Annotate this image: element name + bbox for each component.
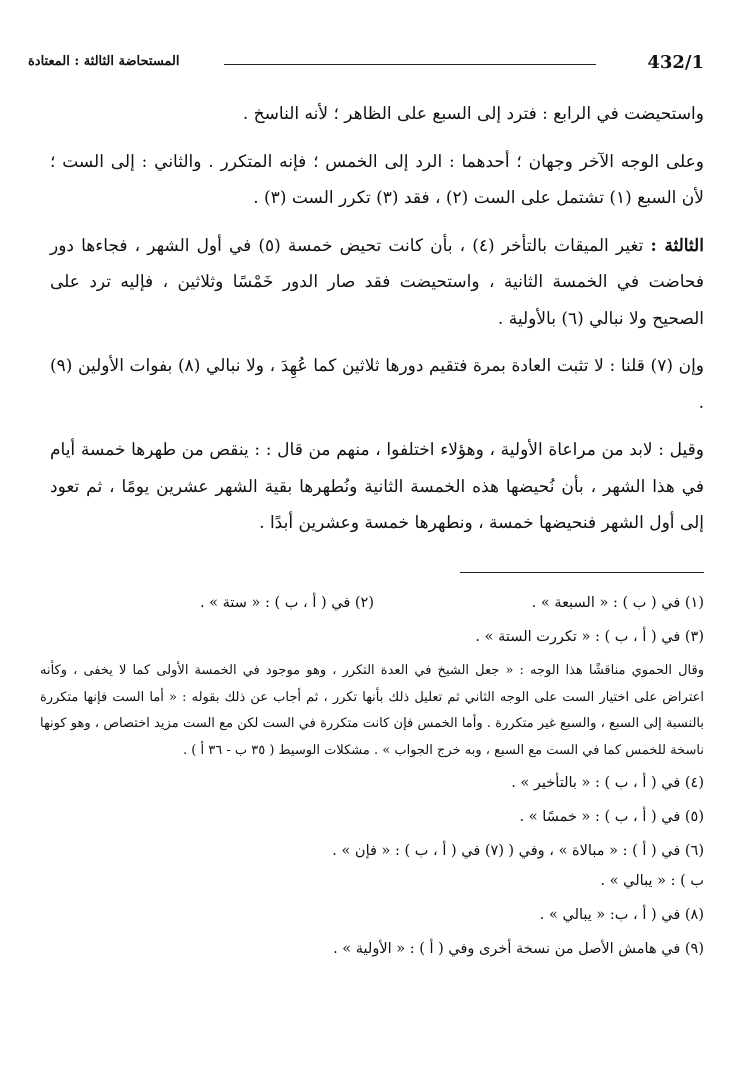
paragraph-1: واستحيضت في الرابع : فترد إلى السبع على الظاهر ؛ لأنه الناسخ . (242, 104, 704, 124)
footnote-3: (٣) في ( أ ، ب ) : « تكررت الستة » . (475, 629, 704, 645)
running-title: المستحاضة الثالثة : المعتادة (28, 54, 180, 69)
footnotes (40, 588, 704, 968)
footnote-commentary: وقال الحموي مناقشًا هذا الوجه : « جعل الشيخ في العدة التكرر ، وهو موجود في الخمسة الأولى كما لا يخفى ، وكأنه اعتراض على اختيار الست على الوجه الثاني ثم تعليل ذلك بأنها تكرر ، ثم أجاب عن ذلك بقوله : « أما الست فإنها متكررة بالنسبة إلى السبع ، والسبع غير متكررة . وأما الخمس فإن كانت متكررة في الست لكن مع الست مزيد اختصاص ، وهو كونها ناسخة للخمس كما في الست مع السبع ، وبه خرج الجواب » . مشكلات الوسيط ( ٣٥ ب - ٣٦ أ ) . (40, 663, 704, 758)
paragraph-3-text: تغير الميقات بالتأخر (٤) ، بأن كانت تحيض خمسة (٥) في أول الشهر ، فجاءها دور فحاضت في الخمسة الثانية ، واستحيضت فقد صار الدور خَمْسًا وثلاثين ، فإليه ترد على الصحيح ولا نبالي (٦) بالأولية . (50, 235, 704, 329)
footnote-7: (٧) في ( أ ، ب ) : « فإن » . (332, 843, 504, 859)
footnote-row (40, 836, 704, 896)
header-rule (224, 64, 596, 65)
footnote-8: (٨) في ( أ ، ب: « يبالي » . (539, 907, 704, 923)
footnote-row (40, 588, 704, 618)
footnote-9: (٩) في هامش الأصل من نسخة أخرى وفي ( أ ) : « الأولية » . (333, 941, 704, 957)
paragraph-5: وقيل : لابد من مراعاة الأولية ، وهؤلاء اختلفوا ، منهم من قال : : ينقص من طهرها خمسة أيام في هذا الشهر ، بأن نُحيضها هذه الخمسة الثانية ونُطهرها بقية الشهر عشرين يومًا ، ثم تعود إلى أول الشهر فنحيضها خمسة ، ونطهرها خمسة وعشرين أبدًا . (50, 440, 704, 533)
footnote-4: (٤) في ( أ ، ب ) : « بالتأخير » . (511, 775, 704, 791)
footnote-1: (١) في ( ب ) : « السبعة » . (531, 595, 704, 611)
page-header (28, 52, 704, 82)
paragraph-2: وعلى الوجه الآخر وجهان ؛ أحدهما : الرد إلى الخمس ؛ فإنه المتكرر . والثاني : إلى الست ؛ لأن السبع (١) تشتمل على الست (٢) ، فقد (٣) تكرر الست (٣) . (50, 151, 704, 208)
footnote-6: (٦) في ( أ ) : « مبالاة » ، وفي ( ب ) : « يبالي » . (508, 843, 704, 889)
paragraph-3 (50, 228, 704, 338)
section-label: الثالثة : (650, 235, 704, 256)
page-number: 432/1 (647, 52, 704, 73)
footnote-5: (٥) في ( أ ، ب ) : « خمسًا » . (519, 809, 704, 825)
main-text (50, 96, 704, 553)
footnote-separator (460, 572, 704, 573)
footnote-2: (٢) في ( أ ، ب ) : « ستة » . (199, 595, 374, 611)
paragraph-4: وإن (٧) قلنا : لا تثبت العادة بمرة فتقيم دورها ثلاثين كما عُهِدَ ، ولا نبالي (٨) بفوات الأولين (٩) . (50, 356, 705, 413)
